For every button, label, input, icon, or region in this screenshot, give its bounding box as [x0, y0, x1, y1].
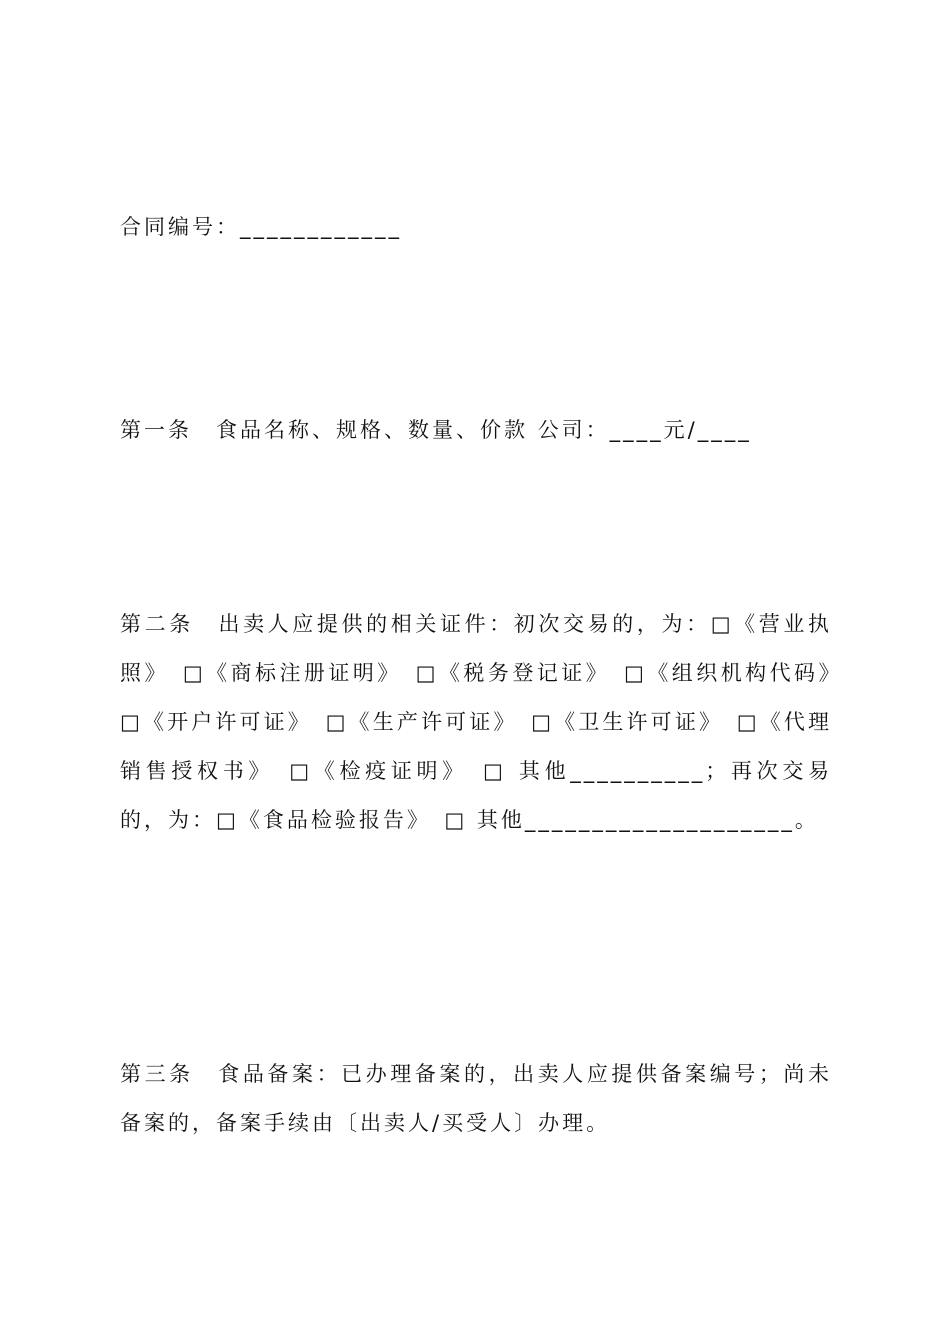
article-2-paragraph: 第二条 出卖人应提供的相关证件：初次交易的，为：□《营业执照》 □《商标注册证明》 □《税务登记证》 □《组织机构代码》 □《开户许可证》 □《生产许可证》 □《卫生许可证》 □《代理销售授权书》 □《检疫证明》 □ 其他__________；再次交易的，为：□《食品检验报告》 □ 其他____________________。 — [120, 612, 856, 832]
article-3-paragraph: 第三条 食品备案：已办理备案的，出卖人应提供备案编号；尚未备案的，备案手续由〔出卖人/买受人〕办理。 — [120, 1062, 832, 1135]
article-1-paragraph: 第一条 食品名称、规格、数量、价款 公司：____元/____ — [120, 418, 752, 442]
contract-number-line: 合同编号：____________ — [120, 215, 402, 239]
